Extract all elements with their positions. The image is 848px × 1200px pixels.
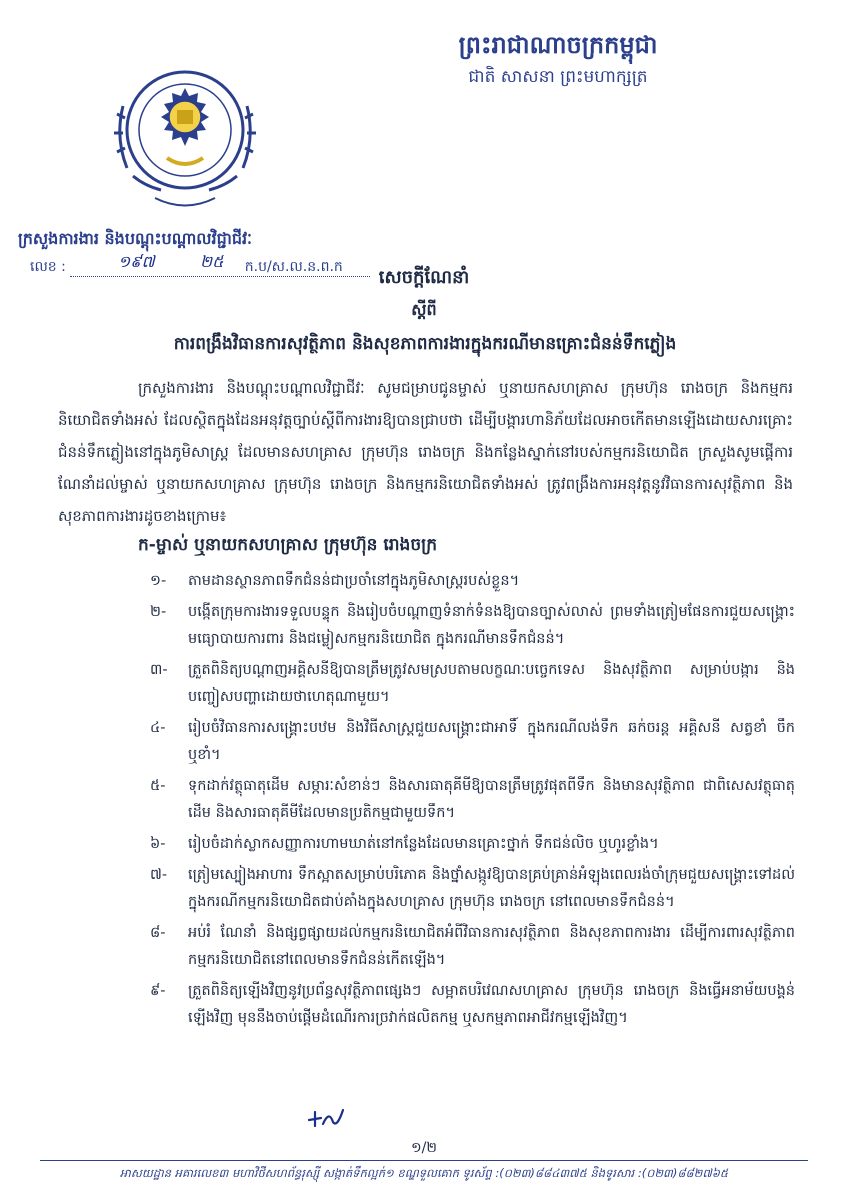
item-number: ៣- xyxy=(150,662,168,678)
ministry-emblem-icon xyxy=(105,58,265,218)
item-text: ត្រួតពិនិត្យបណ្តាញអគ្គិសនីឱ្យបានត្រឹមត្រូវសមស្របតាមលក្ខណៈបច្ចេកទេស និងសុវត្ថិភាព សម្រាប់បង្ការ និងបញ្ចៀសបញ្ហាដោយថាហេតុណាមួយ។ xyxy=(188,662,795,705)
handwritten-ref-number: ១៩៧ xyxy=(118,252,155,271)
ref-label: លេខ : xyxy=(30,259,66,275)
page-number: ១/២ xyxy=(411,1140,437,1156)
item-number: ២- xyxy=(150,604,167,620)
item-text: រៀបចំដាក់ស្លាកសញ្ញាការហាមឃាត់នៅកន្លែងដែលមានគ្រោះថ្នាក់ ទឹកជន់លិច ឬហូរខ្លាំង។ xyxy=(188,836,659,852)
footer-divider xyxy=(40,1160,808,1161)
item-number: ៩- xyxy=(150,983,166,999)
initial-signature xyxy=(305,1106,347,1130)
item-number: ១- xyxy=(150,573,167,589)
list-item xyxy=(150,773,795,827)
list-item xyxy=(150,978,795,1032)
list-item xyxy=(150,568,795,595)
ministry-name: ក្រសួងការងារ និងបណ្តុះបណ្តាលវិជ្ជាជីវៈ xyxy=(18,229,252,248)
item-text: អប់រំ ណែនាំ និងផ្សព្វផ្សាយដល់កម្មករនិយោជិតអំពីវិធានការសុវត្ថិភាព និងសុខភាពការងារ ដើម្បីការពារសុវត្ថិភាពកម្មករនិយោជិតនៅពេលមានទឹកជំនន់កើតឡើង។ xyxy=(188,925,795,968)
about-label: ស្តីពី xyxy=(411,300,437,319)
instruction-list xyxy=(150,568,795,1036)
list-item xyxy=(150,831,795,858)
footer-address: អាសយដ្ឋាន អគារលេខ៣ មហាវិថីសហព័ន្ធរុស្ស៊ី សង្កាត់ទឹកល្អក់១ ខណ្ឌទួលគោក ទូរស័ព្ទ :(០២៣)៨៨៤៣៧៥ និងទូរសារ :(០២៣)៨៨២៧៦៥ xyxy=(119,1166,729,1180)
section-heading: ក-ម្ចាស់ ឬនាយកសហគ្រាស ក្រុមហ៊ុន រោងចក្រ xyxy=(138,535,437,555)
item-number: ៦- xyxy=(150,836,166,852)
ref-suffix: ក.ប/ស.ល.ន.ព.ក xyxy=(244,259,343,275)
item-text: រៀបចំវិធានការសង្គ្រោះបឋម និងវិធីសាស្ត្រជួយសង្គ្រោះជាអាទិ៍ ក្នុងករណីលង់ទឹក ឆក់ចរន្ត អគ្គិសនី សត្វខាំ ចឹក ឬខាំ។ xyxy=(188,720,795,763)
item-text: បង្កើតក្រុមការងារទទួលបន្ទុក និងរៀបចំបណ្តាញទំនាក់ទំនងឱ្យបានច្បាស់លាស់ ព្រមទាំងត្រៀមផែនការជួយសង្គ្រោះ មធ្យោបាយការពារ និងជម្លៀសកម្មករនិយោជិត ក្នុងករណីមានទឹកជំនន់។ xyxy=(188,604,795,647)
item-number: ៨- xyxy=(150,925,166,941)
item-text: ទុកដាក់វត្ថុធាតុដើម សម្ភារៈសំខាន់ៗ និងសារធាតុគីមីឱ្យបានត្រឹមត្រូវផុតពីទឹក និងមានសុវត្ថិភាព ជាពិសេសវត្ថុធាតុដើម និងសារធាតុគីមីដែលមានប្រតិកម្មជាមួយទឹក។ xyxy=(188,778,795,821)
national-motto: ជាតិ សាសនា ព្រះមហាក្សត្រ xyxy=(468,67,648,87)
list-item xyxy=(150,715,795,769)
handwritten-ref-year: ២៥ xyxy=(200,252,224,271)
item-number: ៥- xyxy=(150,778,166,794)
list-item xyxy=(150,862,795,916)
kingdom-title: ព្រះរាជាណាចក្រកម្ពុជា xyxy=(458,30,658,59)
intro-paragraph: ក្រសួងការងារ និងបណ្តុះបណ្តាលវិជ្ជាជីវៈ សូមជម្រាបជូនម្ចាស់ ឬនាយកសហគ្រាស ក្រុមហ៊ុន រោងចក្រ និងកម្មករនិយោជិតទាំងអស់ ដែលស្ថិតក្នុងដែនអនុវត្តច្បាប់ស្តីពីការងារឱ្យបានជ្រាបថា ដើម្បីបង្ការហានិភ័យដែលអាចកើតមានឡើងដោយសារគ្រោះជំនន់ទឹកភ្លៀងនៅក្នុងភូមិសាស្ត្រ ដែលមានសហគ្រាស ក្រុមហ៊ុន រោងចក្រ និងកន្លែងស្នាក់នៅរបស់កម្មករនិយោជិត ក្រសួងសូមផ្តើការណែនាំដល់ម្ចាស់ ឬនាយកសហគ្រាស ក្រុមហ៊ុន រោងចក្រ និងកម្មករនិយោជិតទាំងអស់ ត្រូវពង្រឹងការអនុវត្តនូវវិធានការសុវត្ថិភាព និងសុខភាពការងារដូចខាងក្រោម៖ xyxy=(58,379,793,525)
document-subject: ការពង្រឹងវិធានការសុវត្ថិភាព និងសុខភាពការងារក្នុងករណីមានគ្រោះជំនន់ទឹកភ្លៀង xyxy=(173,334,677,354)
item-text: ត្រួតពិនិត្យឡើងវិញនូវប្រព័ន្ធសុវត្ថិភាពផ្សេងៗ សម្អាតបរិវេណសហគ្រាស ក្រុមហ៊ុន រោងចក្រ និងធ្វើអនាម័យបង្គន់ឡើងវិញ មុននឹងចាប់ផ្តើមដំណើរការច្រវាក់ផលិតកម្ម ឬសកម្មភាពអាជីវកម្មឡើងវិញ។ xyxy=(188,983,795,1026)
list-item xyxy=(150,920,795,974)
item-number: ៤- xyxy=(150,720,166,736)
document-type: សេចក្តីណែនាំ xyxy=(378,267,470,288)
list-item xyxy=(150,657,795,711)
item-text: តាមដានស្ថានភាពទឹកជំនន់ជាប្រចាំនៅក្នុងភូមិសាស្ត្ររបស់ខ្លួន។ xyxy=(188,573,520,589)
item-number: ៧- xyxy=(150,867,168,883)
item-text: ត្រៀមស្បៀងអាហារ ទឹកស្អាតសម្រាប់បរិភោគ និងថ្នាំសង្កូវឱ្យបានគ្រប់គ្រាន់អំឡុងពេលរង់ចាំក្រុមជួយសង្គ្រោះទៅដល់ ក្នុងករណីកម្មករនិយោជិតជាប់គាំងក្នុងសហគ្រាស ក្រុមហ៊ុន រោងចក្រ នៅពេលមានទឹកជំនន់។ xyxy=(188,867,795,910)
list-item xyxy=(150,599,795,653)
